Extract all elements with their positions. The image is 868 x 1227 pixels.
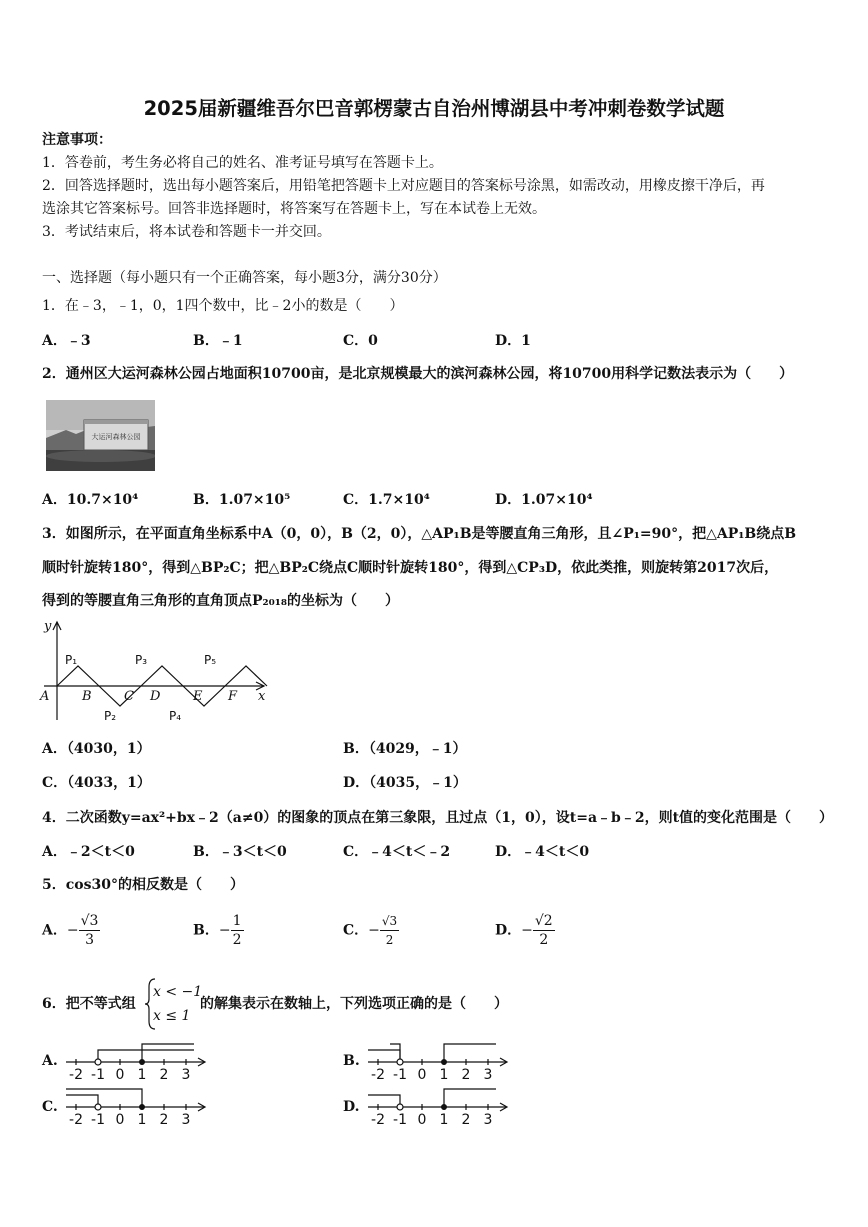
closed-dot [441,1059,447,1065]
notice-heading: 注意事项： [42,132,112,148]
notice-item-1: 1．答卷前，考生务必将自己的姓名、准考证号填写在答题卡上。 [42,155,443,171]
q3-line-2: 顺时针旋转180°，得到△BP₂C；把△BP₂C绕点C顺时针旋转180°，得到△CP₃D，依此类推，则旋转第2017次后， [42,560,779,576]
section-heading: 一、选择题（每小题只有一个正确答案，每小题3分，满分30分） [42,270,447,286]
q2-stem: 2．通州区大运河森林公园占地面积10700亩，是北京规模最大的滨河森林公园，将10700用科学记数法表示为（ ） [42,366,794,382]
q3-point-a: A [40,689,50,704]
open-dot [397,1104,403,1110]
tick-label: 0 [115,1112,125,1127]
q3-option-d: D．（4035，﹣1） [343,775,467,791]
q3-point-e: E [193,689,203,704]
tick-label: 2 [461,1112,471,1127]
q5-option-d-sign: − [521,922,533,939]
tick-label: -2 [371,1112,385,1127]
q4-stem: 4．二次函数y=ax²+bx﹣2（a≠0）的图象的顶点在第三象限，且过点（1，0），设t=a﹣b﹣2，则t值的变化范围是（ ） [42,810,834,826]
q6-inequality-system [153,980,202,1028]
q5-option-b-den: 2 [232,932,242,948]
tick-label: -1 [393,1067,407,1082]
q6-option-a-label: A. [42,1053,58,1069]
q3-option-b: B．（4029，﹣1） [343,741,467,757]
q6-option-b-label: B. [343,1053,360,1069]
tick-label: 1 [137,1067,147,1082]
q3-p2: P₂ [104,709,117,723]
q1-option-a: A．﹣3 [42,333,91,349]
q1-option-b: B．﹣1 [193,333,243,349]
q3-p5: P₅ [204,653,217,667]
q3-option-a: A．（4030，1） [42,741,151,757]
q6-stem-pre: 6．把不等式组 [42,996,136,1012]
tick-label: 3 [181,1067,191,1082]
q5-stem: 5．cos30°的相反数是（ ） [42,877,244,893]
q6-numberline-d [366,1083,512,1127]
tick-label: 0 [115,1067,125,1082]
tick-label: -2 [69,1067,83,1082]
open-dot [397,1059,403,1065]
q3-p1: P₁ [65,653,78,667]
park-monument-photo [46,400,155,471]
tick-label: 1 [439,1067,449,1082]
open-dot [95,1059,101,1065]
tick-label: -2 [371,1067,385,1082]
tick-label: 1 [439,1112,449,1127]
tick-label: 0 [417,1067,427,1082]
q5-option-a-label: A． [42,922,67,939]
q3-triangle-figure [38,618,270,726]
notice-item-2-cont: 选涂其它答案标号。回答非选择题时，将答案写在答题卡上，写在本试卷上无效。 [42,201,546,217]
q4-option-a: A．﹣2＜t＜0 [42,844,135,860]
closed-dot [139,1059,145,1065]
photo-inscription: 大运河森林公园 [91,433,141,441]
q3-point-b: B [82,689,92,704]
tick-label: -1 [91,1067,105,1082]
q3-line-3: 得到的等腰直角三角形的直角顶点P₂₀₁₈的坐标为（ ） [42,593,400,609]
q5-option-c-den: 2 [385,933,394,947]
tick-label: -1 [393,1112,407,1127]
q3-line-1: 3．如图所示，在平面直角坐标系中A（0，0），B（2，0），△AP₁B是等腰直角三角形，且∠P₁=90°，把△AP₁B绕点B [42,526,797,542]
q2-option-c: C．1.7×10⁴ [343,492,430,508]
tick-label: 2 [159,1067,169,1082]
q6-option-c-label: C. [42,1099,58,1115]
q5-option-d [495,912,555,949]
q5-option-b-num: 1 [232,913,242,929]
tick-label: 0 [417,1112,427,1127]
q1-option-d: D．1 [495,333,531,349]
q3-point-f: F [228,689,238,704]
q2-option-d: D．1.07×10⁴ [495,492,593,508]
q6-numberline-b [366,1038,512,1082]
q1-option-c: C．0 [343,333,378,349]
q2-option-a: A．10.7×10⁴ [42,492,139,508]
q3-option-c: C．（4033，1） [42,775,151,791]
q5-option-b-label: B． [193,922,219,939]
page-title: 2025届新疆维吾尔巴音郭楞蒙古自治州博湖县中考冲刺卷数学试题 [143,97,725,120]
q6-ineq-2: x ≤ 1 [153,1008,191,1024]
notice-item-2: 2．回答选择题时，选出每小题答案后，用铅笔把答题卡上对应题目的答案标号涂黑，如需改动，用橡皮擦干净后，再 [42,178,765,194]
q2-option-b: B．1.07×10⁵ [193,492,291,508]
q3-p4: P₄ [169,709,182,723]
q5-option-b-sign: − [218,922,231,939]
tick-label: 3 [483,1112,493,1127]
q6-option-d-label: D. [343,1099,360,1115]
q5-option-c [343,912,399,949]
notice-item-3: 3．考试结束后，将本试卷和答题卡一并交回。 [42,224,331,240]
q5-option-a [42,912,100,949]
tick-label: 2 [159,1112,169,1127]
q3-point-c: C [124,689,134,704]
q5-option-b [193,912,244,949]
tick-label: 3 [181,1112,191,1127]
closed-dot [441,1104,447,1110]
q3-x-label: x [258,689,266,704]
q5-option-a-sign: − [66,922,79,939]
q3-y-label: y [44,619,52,634]
tick-label: 3 [483,1067,493,1082]
q1-stem: 1．在﹣3，﹣1，0，1四个数中，比﹣2小的数是（ ） [42,298,404,314]
q5-option-a-num: √3 [80,913,99,929]
q4-option-d: D．﹣4＜t＜0 [495,844,590,860]
q4-option-b: B．﹣3＜t＜0 [193,844,287,860]
q4-option-c: C．﹣4＜t＜﹣2 [343,844,451,860]
tick-label: 2 [461,1067,471,1082]
q5-option-c-num: √3 [380,912,399,931]
q5-option-d-num: √2 [534,913,553,929]
tick-label: -2 [69,1112,83,1127]
q6-numberline-c [64,1083,210,1127]
q6-stem-post: 的解集表示在数轴上，下列选项正确的是（ ） [200,996,508,1012]
q6-ineq-1: x < −1 [153,984,203,1000]
q3-point-d: D [150,689,161,704]
q5-option-a-den: 3 [85,932,94,948]
q5-option-c-sign: − [368,922,380,939]
closed-dot [139,1104,145,1110]
q3-p3: P₃ [135,653,148,667]
q6-numberline-a [64,1038,210,1082]
q5-option-d-den: 2 [539,932,549,948]
open-dot [95,1104,101,1110]
q5-option-c-label: C． [343,922,369,939]
q5-option-d-label: D． [495,922,522,939]
tick-label: -1 [91,1112,105,1127]
tick-label: 1 [137,1112,147,1127]
